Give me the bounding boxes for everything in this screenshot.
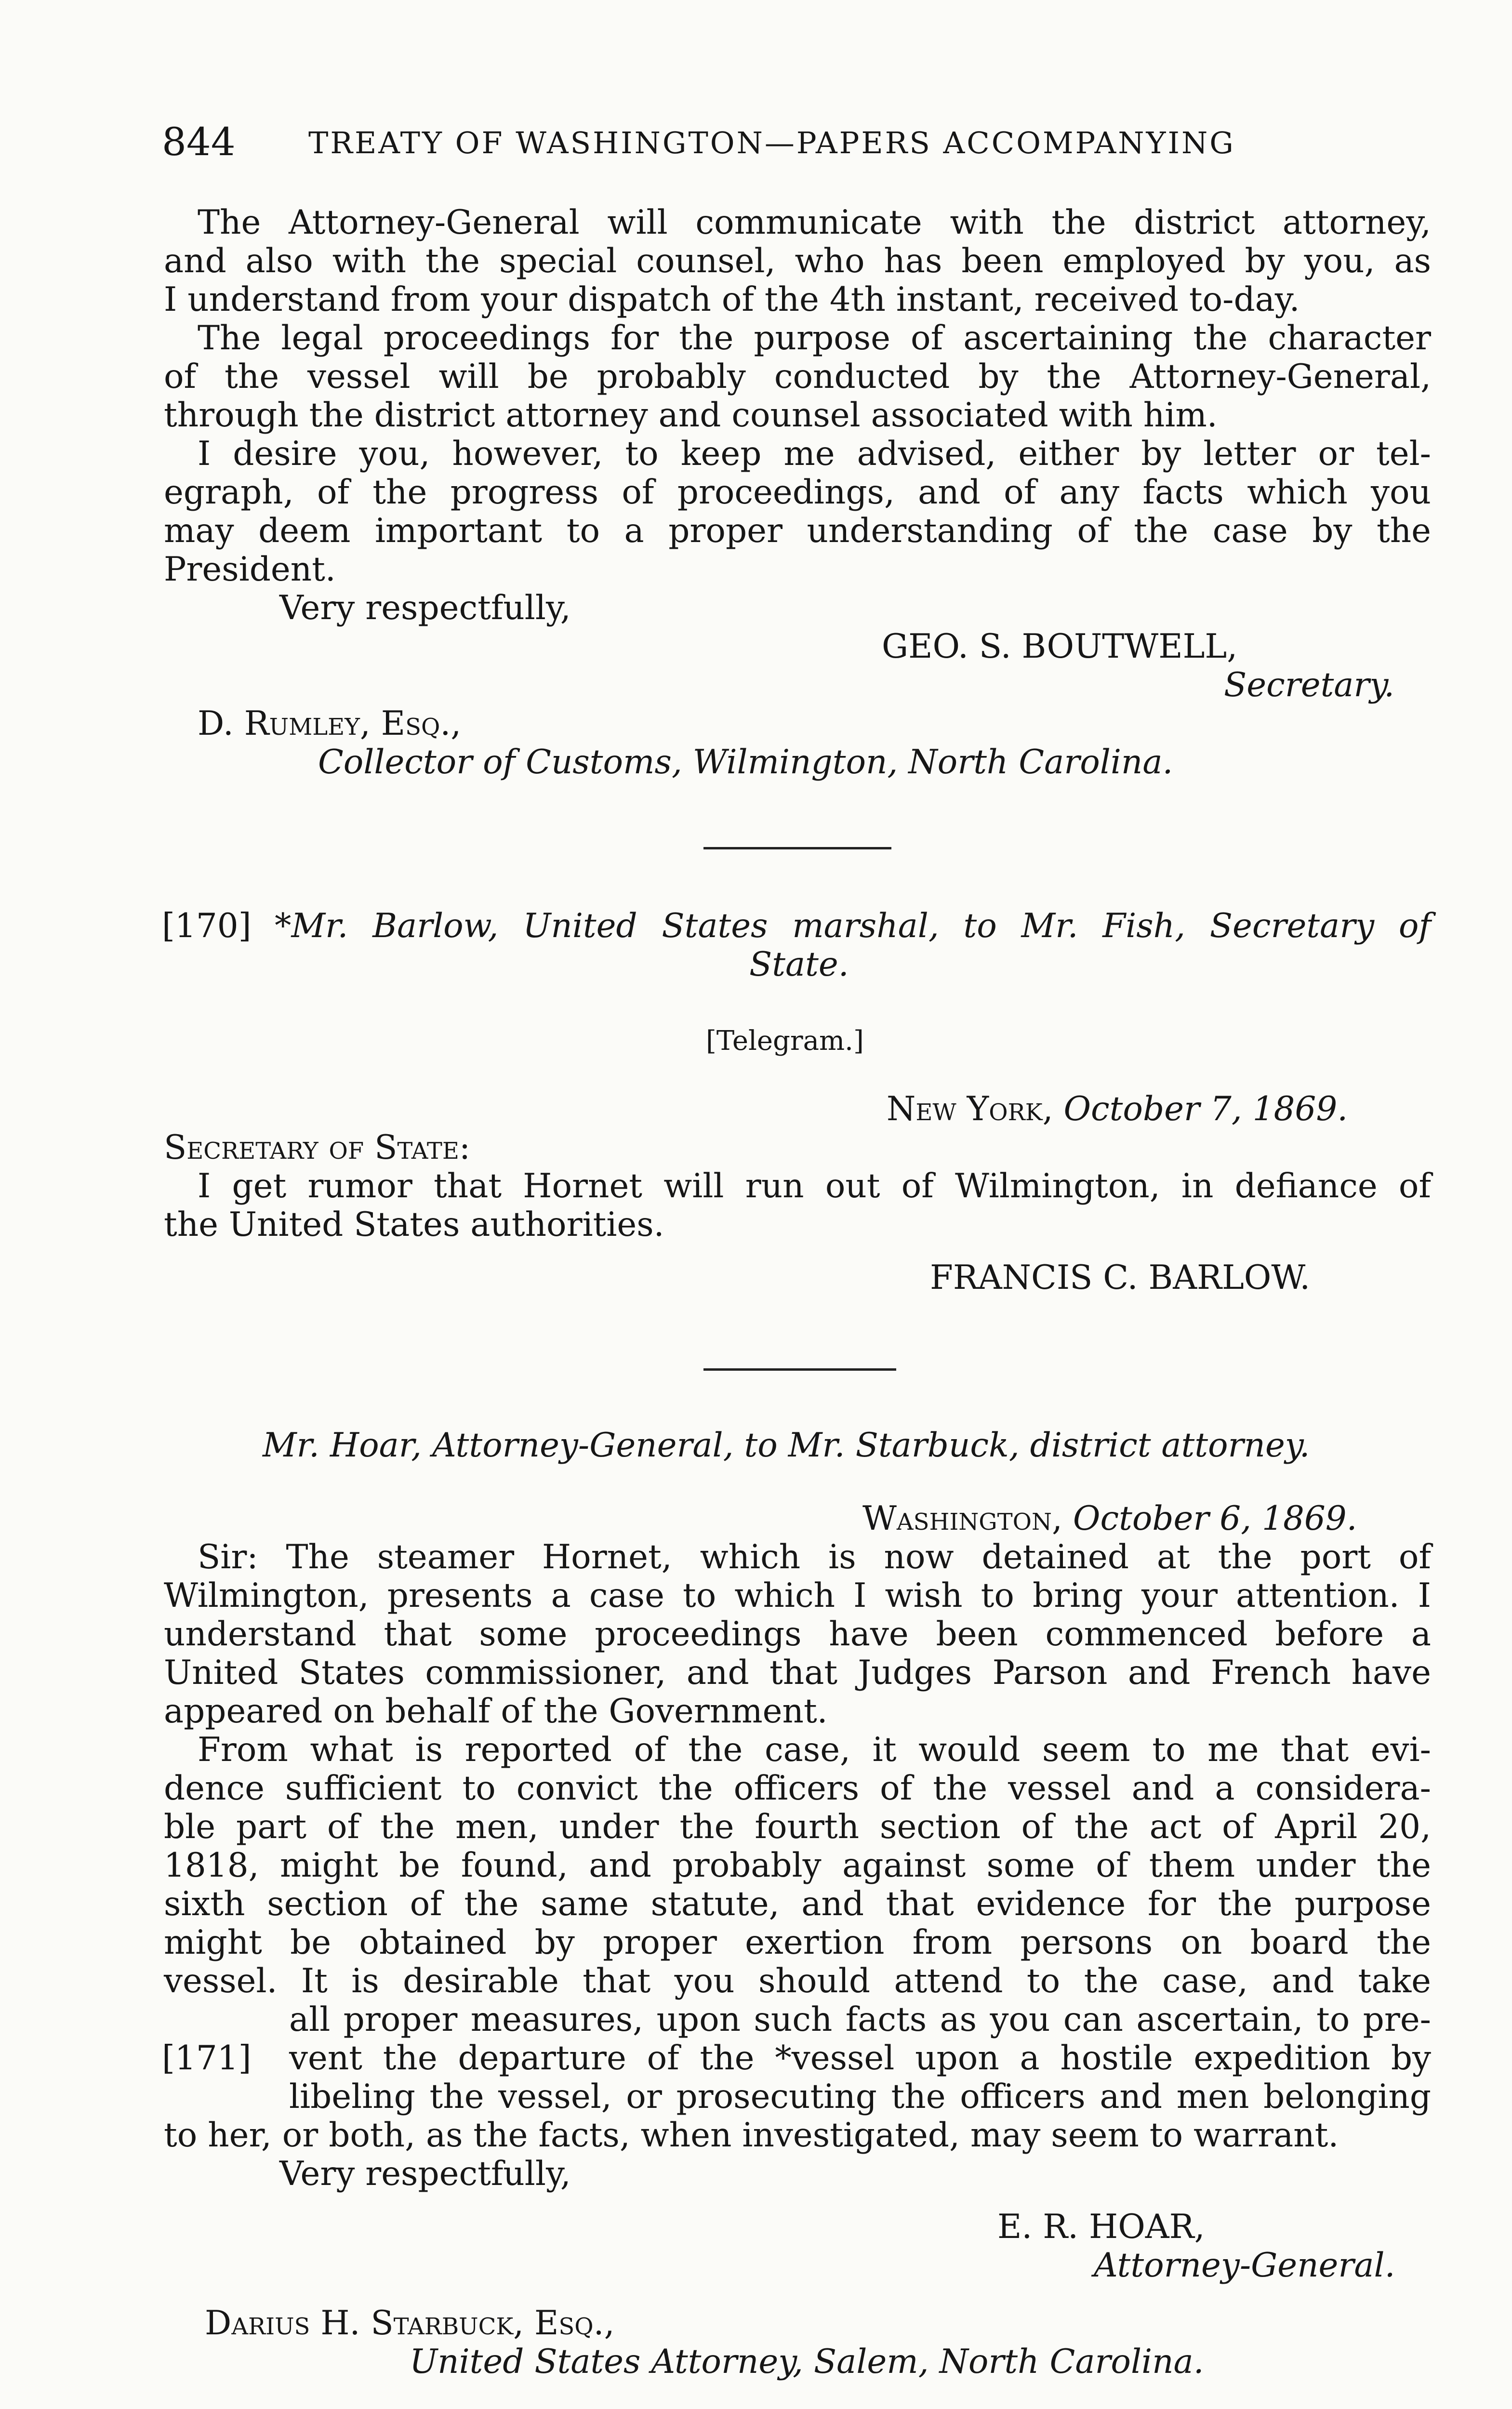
letter2-telegram-label: [Telegram.] bbox=[706, 1025, 864, 1057]
letter1-p2-line: of the vessel will be probably conducted by the Attorney-General, bbox=[164, 357, 1431, 396]
letter3-p2-line: 1818, might be found, and probably against some of them under the bbox=[164, 1846, 1431, 1885]
letter3-addressee-title: United States Attorney, Salem, North Carolina. bbox=[410, 2343, 1204, 2381]
letter3-p2-line: dence sufficient to convict the officers of the vessel and a considera- bbox=[164, 1769, 1431, 1808]
letter3-p2-line: ble part of the men, under the fourth section of the act of April 20, bbox=[164, 1808, 1431, 1846]
letter2-signature: FRANCIS C. BARLOW. bbox=[930, 1258, 1311, 1297]
letter3-closing: Very respectfully, bbox=[279, 2155, 571, 2193]
letter3-dateline bbox=[862, 1499, 1357, 1538]
page-number: 844 bbox=[162, 119, 236, 164]
letter2-body-line: the United States authorities. bbox=[164, 1205, 664, 1244]
letter1-signature: GEO. S. BOUTWELL, bbox=[882, 627, 1238, 666]
letter3-p1-line: appeared on behalf of the Government. bbox=[164, 1692, 828, 1731]
letter2-body-line: I get rumor that Hornet will run out of Wilmington, in defiance of bbox=[198, 1167, 1431, 1205]
letter3-p2-line: vent the departure of the *vessel upon a hostile expedition by bbox=[289, 2039, 1431, 2078]
letter3-place: Washington, bbox=[862, 1499, 1062, 1538]
page-marker: [171] bbox=[162, 2039, 252, 2078]
letter1-p2-line: The legal proceedings for the purpose of ascertaining the character bbox=[198, 319, 1431, 357]
letter2-heading: *Mr. Barlow, United States marshal, to Mr. Fish, Secretary of bbox=[275, 907, 1431, 945]
letter1-p3-line: may deem important to a proper understanding of the case by the bbox=[164, 512, 1431, 550]
letter1-p3-line: I desire you, however, to keep me advised, either by letter or tel- bbox=[198, 435, 1431, 473]
letter3-signature: E. R. HOAR, bbox=[997, 2208, 1205, 2246]
running-title: TREATY OF WASHINGTON—PAPERS ACCOMPANYING bbox=[308, 125, 1235, 160]
letter3-p2-line: sixth section of the same statute, and that evidence for the purpose bbox=[164, 1885, 1431, 1923]
letter1-p3-line: egraph, of the progress of proceedings, and of any facts which you bbox=[164, 473, 1431, 512]
letter3-p2-line: to her, or both, as the facts, when investigated, may seem to warrant. bbox=[164, 2116, 1339, 2155]
letter2-dateline bbox=[887, 1090, 1348, 1128]
letter2-salutation: Secretary of State: bbox=[164, 1128, 471, 1167]
letter2-heading: State. bbox=[749, 945, 849, 984]
letter1-p1-line: I understand from your dispatch of the 4th instant, received to-day. bbox=[164, 280, 1300, 319]
letter1-p1-line: The Attorney-General will communicate with the district attorney, bbox=[198, 203, 1431, 242]
letter3-heading: Mr. Hoar, Attorney-General, to Mr. Starbuck, district attorney. bbox=[263, 1426, 1310, 1465]
letter2-place: New York, bbox=[887, 1090, 1053, 1128]
letter1-closing: Very respectfully, bbox=[279, 589, 571, 627]
letter1-p3-line: President. bbox=[164, 550, 336, 589]
letter3-p2-line: vessel. It is desirable that you should attend to the case, and take bbox=[164, 1962, 1431, 2000]
page-marker: [170] bbox=[162, 907, 252, 945]
letter1-signature-title: Secretary. bbox=[1224, 666, 1395, 704]
letter3-date: October 6, 1869. bbox=[1073, 1499, 1357, 1538]
letter1-addressee: D. Rumley, Esq., bbox=[198, 704, 462, 743]
letter3-addressee: Darius H. Starbuck, Esq., bbox=[205, 2304, 615, 2343]
letter3-p1-line: United States commissioner, and that Judges Parson and French have bbox=[164, 1654, 1431, 1692]
letter1-addressee-title: Collector of Customs, Wilmington, North Carolina. bbox=[318, 743, 1173, 781]
letter2-date: October 7, 1869. bbox=[1063, 1090, 1348, 1128]
letter3-p2-line: From what is reported of the case, it would seem to me that evi- bbox=[198, 1731, 1431, 1769]
letter3-p1-line: Wilmington, presents a case to which I wish to bring your attention. I bbox=[164, 1576, 1431, 1615]
letter3-p2-line: libeling the vessel, or prosecuting the officers and men belonging bbox=[289, 2078, 1431, 2116]
letter3-p1-line: understand that some proceedings have been commenced before a bbox=[164, 1615, 1431, 1654]
letter3-p2-line: might be obtained by proper exertion from persons on board the bbox=[164, 1923, 1431, 1962]
letter3-signature-title: Attorney-General. bbox=[1094, 2246, 1395, 2285]
letter3-p1-line: Sir: The steamer Hornet, which is now detained at the port of bbox=[198, 1538, 1431, 1576]
section-divider bbox=[703, 847, 891, 849]
letter1-p1-line: and also with the special counsel, who has been employed by you, as bbox=[164, 242, 1431, 280]
section-divider bbox=[703, 1368, 896, 1371]
letter1-p2-line: through the district attorney and counsel associated with him. bbox=[164, 396, 1218, 435]
letter3-p2-line: all proper measures, upon such facts as you can ascertain, to pre- bbox=[289, 2000, 1431, 2039]
